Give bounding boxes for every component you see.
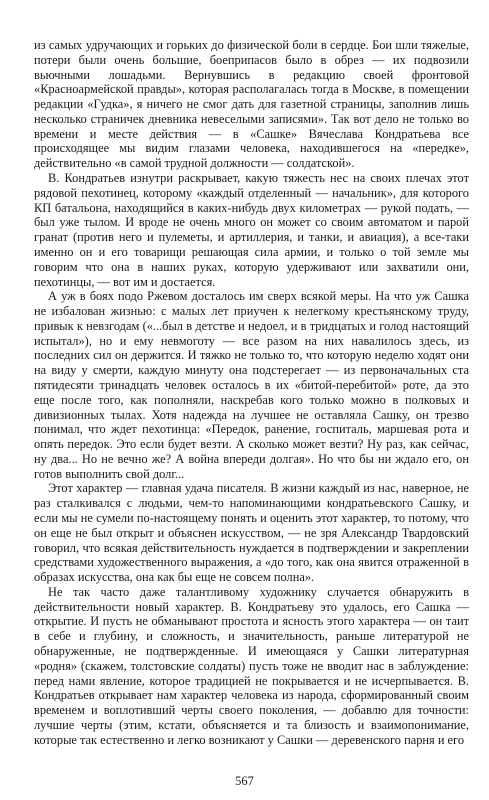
document-page — [34, 38, 469, 748]
page-number: 567 — [235, 774, 254, 788]
paragraph-2: В. Кондратьев изнутри раскрывает, какую тяжесть нес на своих плечах этот рядовой пехотинец, которому «каждый отделенный — начальник», для которого КП батальона, находящийся в каких-нибудь двух километрах — рукой подать, — был уже тылом. И вроде не очень много он может со своим автоматом и парой гранат (против него и пулеметы, и артиллерия, и танки, и авиация), а все-таки именно он и его товарищи решающая сила армии, и только о той земле мы говорим что она в наших руках, которую удерживают или захватили они, пехотинцы, — вот им и достается. — [34, 171, 469, 289]
paragraph-3: А уж в боях подо Ржевом досталось им сверх всякой меры. На что уж Сашка не избалован жизнью: с малых лет приучен к нелегкому крестьянскому труду, привык к невзгодам («...был в детстве и недоел, и в тридцатых и голод настоящий испытал»), но и ему невмоготу — все разом на них навалилось здесь, из последних сил он держится. И тяжко не только то, что которую неделю ходят они на виду у смерти, каждую минуту она подстерегает — из первоначальных ста пятидесяти тринадцать человек осталось в их «битой-перебитой» роте, да это еще после того, как пополняли, наскребав кого только можно в полковых и дивизионных тылах. Хотя надежда на лучшее не оставляла Сашку, он трезво понимал, что ждет пехотинца: «Передок, ранение, госпиталь, маршевая рота и опять передок. Это если будет везти. А сколько может везти? Ну раз, как сейчас, ну два... Но не вечно же? А война впереди долгая». Но что бы ни ждало его, он готов выполнить свой долг... — [34, 289, 469, 481]
paragraph-5: Не так часто даже талантливому художнику случается обнаружить в действительности новый характер. В. Кондратьеву это удалось, его Сашка — открытие. И пусть не обманывают простота и ясность этого характера — он таит в себе и глубину, и сложность, и значительность, раньше литературой не обнаруженные, не подтвержденные. И имеющаяся у Сашки литературная «родня» (скажем, толстовские солдаты) пусть тоже не вводит нас в заблуждение: перед нами явление, которое традицией не покрывается и не исчерпывается. В. Кондратьев открывает нам характер человека из народа, сформированный своим временем и воплотивший черты своего поколения, — добавлю для точности: лучшие черты (этим, кстати, объясняется и та близость и взаимопонимание, которые так естественно и легко возникают у Сашки — деревенского парня и его — [34, 584, 469, 747]
paragraph-1: из самых удручающих и горьких до физической боли в сердце. Бои шли тяжелые, потери были очень большие, боеприпасов было в обрез — их подвозили вьючными лошадьми. Вернувшись в редакцию своей фронтовой «Красноармейской правды», которая располагалась тогда в Москве, в помещении редакции «Гудка», я ничего не смог дать для газетной страницы, заполнив лишь несколько страничек дневника невеселыми записями». Так вот дело не только во времени и месте действия — в «Сашке» Вячеслава Кондратьева все происходящее мы видим глазами человека, находившегося на «передке», действительно «в самой трудной должности — солдатской». — [34, 38, 469, 171]
paragraph-4: Этот характер — главная удача писателя. В жизни каждый из нас, наверное, не раз сталкивался с людьми, чем-то напоминающими кондратьевского Сашку, и если мы не сумели по-настоящему понять и оценить этот характер, то потому, что он еще не был открыт и объяснен искусством, — не зря Александр Твардовский говорил, что всякая действительность нуждается в подтверждении и закреплении средствами художественного выражения, а «до того, как она явится отраженной в образах искусства, она как бы еще не совсем полна». — [34, 481, 469, 585]
